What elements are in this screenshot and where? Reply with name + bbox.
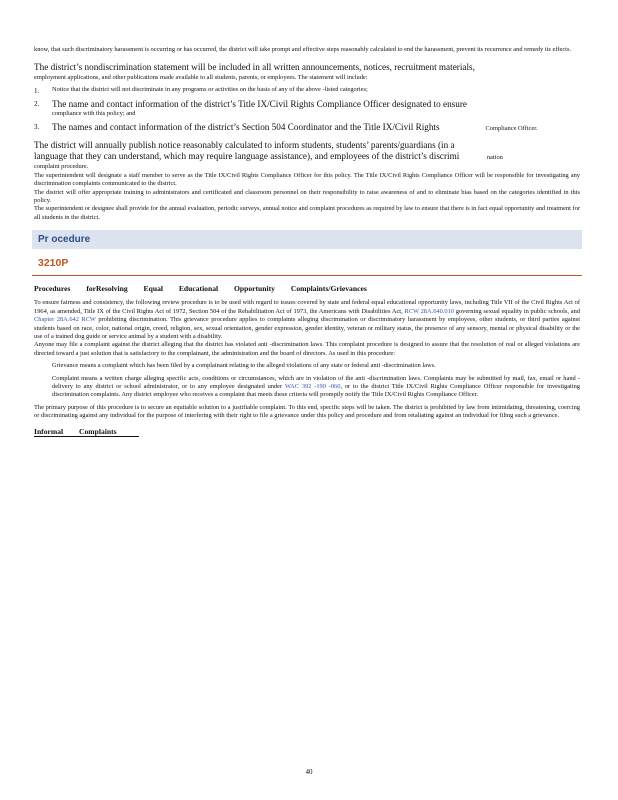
- intro-paragraph: know, that such discriminatory harassment is occurring or has occurred, the district will take prompt and effective steps reasonably calculated to end the harassment, prevent its recurrence and remedy its effects.: [34, 46, 572, 53]
- evaluation-paragraph: The superintendent or designee shall provide for the annual evaluation, periodic surveys, annual notice and complaint procedures as required by law to ensure that there is in fact equal opportunity and treatment for all students in the district.: [34, 205, 580, 221]
- procedure-band-label: Pr ocedure: [38, 234, 91, 246]
- section-divider: [32, 275, 582, 276]
- list-item-text: compliance with this policy; and: [52, 110, 136, 118]
- bullet-icon: [34, 375, 52, 400]
- list-item-heading: The names and contact information of the district’s Section 504 Coordinator and the Title IX/Civil Rights Compliance Officer.: [52, 121, 538, 132]
- definitions-list: [34, 362, 580, 400]
- statement-list: [34, 86, 580, 133]
- document-page: [34, 46, 580, 436]
- procedure-paragraph-1: To ensure fairness and consistency, the following review procedure is to be used with regard to issues covered by state and federal equal educational opportunity laws, including Title VII of the Civil Rights Act of 1964, as amended, Title IX of the Civil Rights Act of 1972, Section 504 of the Rehabilitation Act of 1973, the Americans with Disabilities Act, RCW 28A.640.010 governing sexual equality in public schools, and Chapter 28A.642 RCW prohibiting discrimination. This grievance procedure applies to complaints alleging discrimination or discriminatory harassment by employees, other students, or third parties against students based on race, color, national origin, creed, religion, sex, sexual orientation, gender expression, gender identity, veteran or military status, the presence of any sensory, mental or physical disability or the use of a trained dog guide or service animal by a student with a disability.: [34, 299, 580, 340]
- procedure-code: 3210P: [38, 257, 69, 270]
- purpose-paragraph: The primary purpose of this procedure is to secure an equitable solution to a justifiable complaint. To this end, specific steps will be taken. The district is prohibited by law from intimidating, threatening, coercing or discriminating against any individual for the purpose of interfering with their right to file a grievance under this policy and procedure and from retaliating against an individual for filing such a grievance.: [34, 403, 580, 420]
- list-item: [34, 86, 580, 96]
- procedure-paragraph-2: Anyone may file a complaint against the district alleging that the district has violated anti -discrimination laws. This complaint procedure is designed to assure that the resolution of real or alleged violations are directed toward a just solution that is satisfactory to the complainant, the administration and the board of directors. As used in this procedure:: [34, 341, 580, 357]
- bullet-icon: [34, 362, 52, 370]
- definition-grievance: Grievance means a complaint which has been filed by a complainant relating to the alleged violations of any state or federal anti -discrimination laws.: [52, 362, 436, 370]
- annual-notice-line-2: language that they can understand, which may require language assistance), and employees of the district’s discrimi nation: [34, 151, 503, 162]
- page-number: 40: [305, 768, 313, 776]
- list-item: [34, 362, 580, 370]
- list-number: 2.: [34, 100, 40, 109]
- rcw-28a-640-010-link[interactable]: RCW 28A.640.010: [404, 307, 454, 315]
- notice-heading-line: The district’s nondiscrimination statement will be included in all written announcements, notices, recruitment materials,: [34, 62, 475, 73]
- list-item: [34, 99, 580, 119]
- wac-392-190-060-link[interactable]: WAC 392 -190 -060: [284, 382, 341, 390]
- list-item-text: Notice that the district will not discriminate in any programs or activities on the basis of any of the above -listed categories;: [52, 86, 368, 94]
- notice-small-line: employment applications, and other publications made available to all students, parents, or employees. The statement will include:: [34, 73, 368, 81]
- list-number: 3.: [34, 122, 40, 131]
- procedure-title: Procedures forResolving Equal Educational Opportunity Complaints/Grievances: [34, 284, 367, 294]
- procedure-band: [32, 230, 582, 249]
- definition-complaint: Complaint means a written charge alleging specific acts, conditions or circumstances, which are in violation of the anti -discrimination laws. Complaints may be submitted by mail, fax, email or hand -delivery to any district or school administrator, or to any employee designated under WAC 392 -190 -060, or to the district Title IX/Civil Rights Compliance Officer responsible for investigating discrimination complaints. Any district employee who receives a complaint that meets these criteria will promptly notify the Title IX/Civil Rights Compliance Officer.: [52, 374, 580, 399]
- training-paragraph: The district will offer appropriate training to administrators and certificated and classroom personnel on their responsibility to raise awareness of and to eliminate bias based on the categories identified in this policy.: [34, 188, 580, 205]
- annual-notice-small: complaint procedure.: [34, 163, 89, 171]
- list-item: [34, 375, 580, 400]
- list-item: [34, 122, 580, 133]
- list-number: 1.: [34, 87, 40, 96]
- list-item-heading: The name and contact information of the district’s Title IX/Civil Rights Compliance Officer designated to ensure: [52, 99, 467, 110]
- informal-complaints-heading: Informal Complaints: [34, 427, 580, 436]
- superintendent-paragraph: The superintendent will designate a staff member to serve as the Title IX/Civil Rights Compliance Officer for this policy. The Title IX/Civil Rights Compliance Officer will be responsible for investigating any discrimination complaints communicated to the district.: [34, 171, 580, 188]
- annual-notice-line-1: The district will annually publish notice reasonably calculated to inform students, students’ parents/guardians (in a: [34, 140, 455, 151]
- chapter-28a-642-rcw-link[interactable]: Chapter 28A.642 RCW: [34, 316, 96, 324]
